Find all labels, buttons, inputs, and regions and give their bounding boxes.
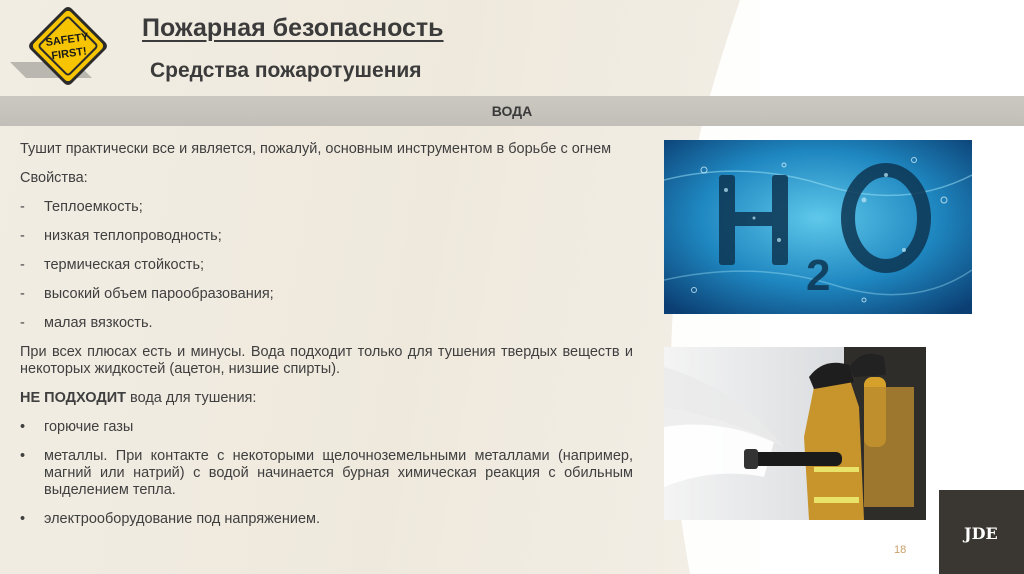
dash-marker: - bbox=[20, 228, 25, 244]
content-text bbox=[20, 141, 633, 528]
not-suitable-rest: вода для тушения: bbox=[126, 390, 257, 406]
logo-line1: SAFETY bbox=[44, 31, 90, 50]
dash-marker: - bbox=[20, 315, 25, 331]
not-suitable-bold: НЕ ПОДХОДИТ bbox=[20, 390, 127, 406]
intro-paragraph: Тушит практически все и является, пожалуй, основным инструментом в борьбе с огнем bbox=[20, 141, 612, 157]
property-item bbox=[20, 228, 633, 245]
section-label: ВОДА bbox=[491, 103, 533, 119]
not-suitable-heading bbox=[20, 390, 633, 407]
not-suitable-item bbox=[20, 511, 633, 528]
not-suitable-text: горючие газы bbox=[44, 419, 134, 435]
dash-marker: - bbox=[20, 199, 25, 215]
h2o-water-image bbox=[664, 140, 972, 314]
page-subtitle: Средства пожаротушения bbox=[150, 59, 422, 82]
bullet-marker: • bbox=[20, 448, 26, 464]
properties-heading: Свойства: bbox=[20, 170, 88, 186]
not-suitable-item bbox=[20, 419, 633, 436]
not-suitable-item bbox=[20, 448, 633, 499]
pros-cons-paragraph: При всех плюсах есть и минусы. Вода подходит только для тушения твердых веществ и некоторых жидкостей (ацетон, низшие спирты). bbox=[20, 344, 633, 377]
section-band bbox=[0, 96, 1024, 126]
safety-first-logo bbox=[2, 0, 120, 96]
bullet-marker: • bbox=[20, 419, 26, 435]
not-suitable-text: металлы. При контакте с некоторыми щелочноземельными металлами (например, магний или натрий) с водой начинается бурная химическая реакция с обильным выделением тепла. bbox=[44, 448, 633, 498]
property-item bbox=[20, 286, 633, 303]
logo-line2: FIRST! bbox=[50, 45, 88, 63]
property-text: Теплоемкость; bbox=[44, 199, 143, 215]
page-title: Пожарная безопасность bbox=[142, 14, 444, 42]
page-number: 18 bbox=[894, 544, 907, 556]
not-suitable-text: электрооборудование под напряжением. bbox=[44, 511, 321, 527]
property-item bbox=[20, 257, 633, 274]
property-text: термическая стойкость; bbox=[44, 257, 205, 273]
bullet-marker: • bbox=[20, 511, 26, 527]
dash-marker: - bbox=[20, 257, 25, 273]
property-text: высокий объем парообразования; bbox=[44, 286, 274, 302]
property-text: низкая теплопроводность; bbox=[44, 228, 222, 244]
property-item bbox=[20, 315, 633, 332]
svg-text:2: 2 bbox=[806, 251, 831, 300]
brand-logo: JDE bbox=[964, 524, 998, 543]
firefighters-image bbox=[664, 347, 926, 520]
property-text: малая вязкость. bbox=[44, 315, 153, 331]
property-item bbox=[20, 199, 633, 216]
dash-marker: - bbox=[20, 286, 25, 302]
